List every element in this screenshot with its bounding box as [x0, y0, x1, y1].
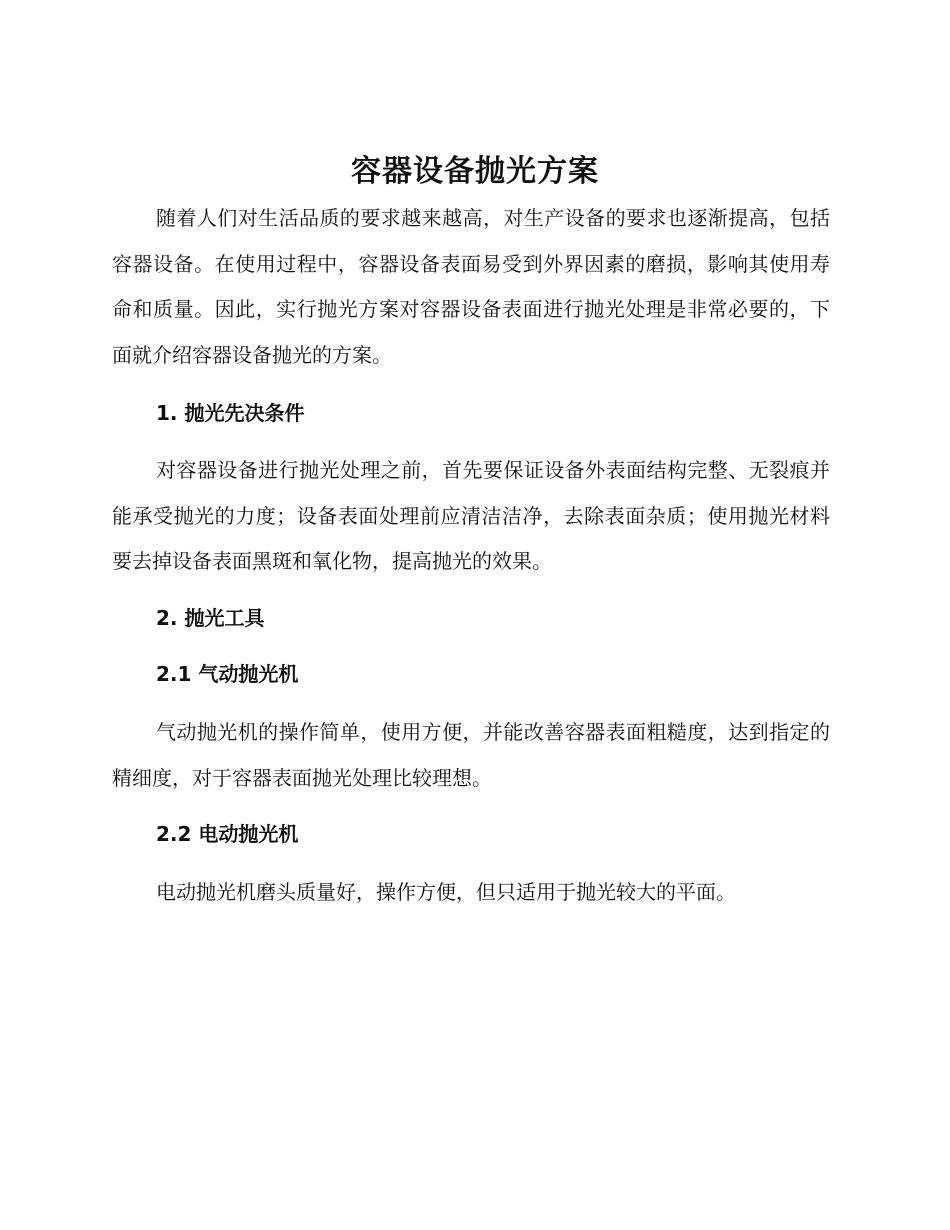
section-heading-pneumatic-polisher: 2.1 气动抛光机: [156, 662, 299, 686]
section-body-prerequisites: 对容器设备进行抛光处理之前，首先要保证设备外表面结构完整、无裂痕并能承受抛光的力度；设备表面处理前应清洁洁净，去除表面杂质；使用抛光材料要去掉设备表面黑斑和氧化物，提高抛光的效果。: [112, 458, 830, 573]
section-heading-tools: 2. 抛光工具: [156, 606, 265, 630]
document-title: 容器设备抛光方案: [351, 154, 599, 189]
section-heading-electric-polisher: 2.2 电动抛光机: [156, 822, 299, 846]
section-heading-prerequisites: 1. 抛光先决条件: [156, 401, 305, 425]
intro-paragraph: 随着人们对生活品质的要求越来越高，对生产设备的要求也逐渐提高，包括容器设备。在使用过程中，容器设备表面易受到外界因素的磨损，影响其使用寿命和质量。因此，实行抛光方案对容器设备表面进行抛光处理是非常必要的，下面就介绍容器设备抛光的方案。: [112, 206, 830, 367]
section-body-electric-polisher: 电动抛光机磨头质量好，操作方便，但只适用于抛光较大的平面。: [156, 880, 736, 904]
section-body-pneumatic-polisher: 气动抛光机的操作简单，使用方便，并能改善容器表面粗糙度，达到指定的精细度，对于容器表面抛光处理比较理想。: [112, 720, 830, 790]
